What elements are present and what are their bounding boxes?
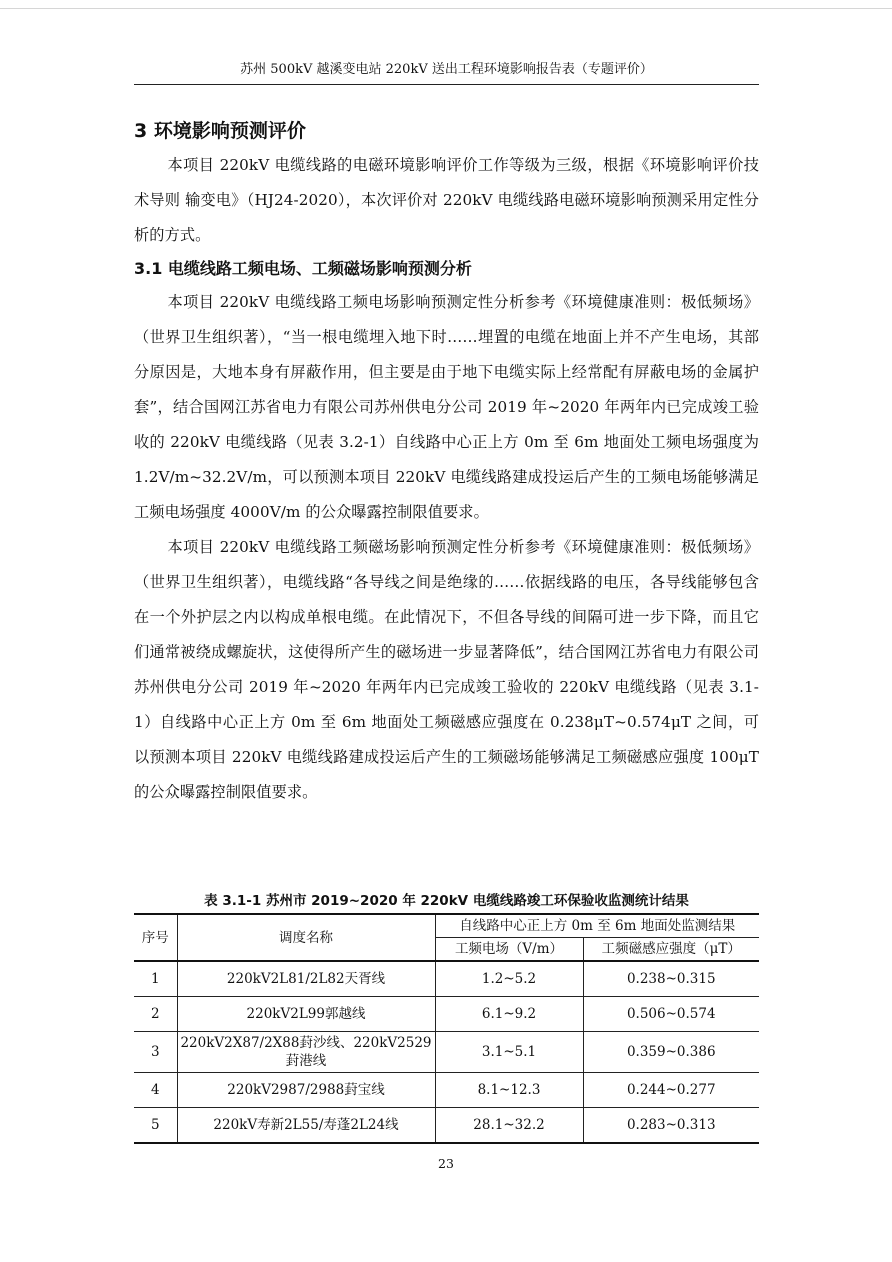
header-electric-field: 工频电场（V/m） [435,938,583,962]
table-caption: 表 3.1-1 苏州市 2019~2020 年 220kV 电缆线路竣工环保验收监测统计结果 [204,893,689,909]
electric-field-paragraph: 本项目 220kV 电缆线路工频电场影响预测定性分析参考《环境健康准则：极低频场》（世界卫生组织著），“当一根电缆埋入地下时……埋置的电缆在地面上并不产生电场，其部分原因是，大地本身有屏蔽作用，但主要是由于地下电缆实际上经常配有屏蔽电场的金属护套”，结合国网江苏省电力有限公司苏州供电分公司 2019 年~2020 年两年内已完成竣工验收的 220kV 电缆线路（见表 3.2-1）自线路中心正上方 0m 至 6m 地面处工频电场强度为 1.2V/m~32.2V/m，可以预测本项目 220kV 电缆线路建成投运后产生的工频电场能够满足工频电场强度 4000V/m 的公众曝露控制限值要求。 [134,293,759,521]
header-rule [134,84,759,85]
running-header: 苏州 500kV 越溪变电站 220kV 送出工程环境影响报告表（专题评价） [240,62,653,77]
cell-line-name: 220kV2X87/2X88葑沙线、220kV2529葑港线 [177,1032,435,1073]
cell-line-name: 220kV寿新2L55/寿蓬2L24线 [177,1108,435,1144]
header-magnetic-induction: 工频磁感应强度（μT） [583,938,759,962]
cell-magnetic-induction: 0.359~0.386 [583,1032,759,1073]
cell-magnetic-induction: 0.244~0.277 [583,1073,759,1108]
cell-electric-field: 28.1~32.2 [435,1108,583,1144]
page-top-border [0,8,892,9]
page-number: 23 [438,1156,454,1171]
cell-line-name: 220kV2987/2988葑宝线 [177,1073,435,1108]
cell-line-name: 220kV2L99郭越线 [177,997,435,1032]
cell-serial-no: 2 [134,997,177,1032]
section-intro-paragraph: 本项目 220kV 电缆线路的电磁环境影响评价工作等级为三级，根据《环境影响评价技术导则 输变电》（HJ24-2020），本次评价对 220kV 电缆线路电磁环境影响预测采用定性分析的方式。 [134,156,759,244]
cell-magnetic-induction: 0.283~0.313 [583,1108,759,1144]
main-content [134,114,759,810]
table-row [134,961,759,997]
cell-serial-no: 1 [134,961,177,997]
monitoring-results-table [134,913,759,1144]
header-monitoring-group: 自线路中心正上方 0m 至 6m 地面处监测结果 [435,914,759,938]
table-row [134,1032,759,1073]
cell-electric-field: 8.1~12.3 [435,1073,583,1108]
cell-electric-field: 1.2~5.2 [435,961,583,997]
cell-serial-no: 3 [134,1032,177,1073]
table-row [134,1073,759,1108]
cell-magnetic-induction: 0.506~0.574 [583,997,759,1032]
header-line-name: 调度名称 [177,914,435,961]
cell-serial-no: 5 [134,1108,177,1144]
header-serial-no: 序号 [134,914,177,961]
cell-line-name: 220kV2L81/2L82天胥线 [177,961,435,997]
cell-serial-no: 4 [134,1073,177,1108]
table-row [134,997,759,1032]
magnetic-field-paragraph: 本项目 220kV 电缆线路工频磁场影响预测定性分析参考《环境健康准则：极低频场》（世界卫生组织著），电缆线路“各导线之间是绝缘的……依据线路的电压，各导线能够包含在一个外护层之内以构成单根电缆。在此情况下，不但各导线的间隔可进一步下降，而且它们通常被绕成螺旋状，这使得所产生的磁场进一步显著降低”，结合国网江苏省电力有限公司苏州供电分公司 2019 年~2020 年两年内已完成竣工验收的 220kV 电缆线路（见表 3.1-1）自线路中心正上方 0m 至 6m 地面处工频磁感应强度在 0.238μT~0.574μT 之间，可以预测本项目 220kV 电缆线路建成投运后产生的工频磁场能够满足工频磁感应强度 100μT 的公众曝露控制限值要求。 [134,538,759,801]
table-row [134,1108,759,1144]
subsection-heading: 3.1 电缆线路工频电场、工频磁场影响预测分析 [134,259,472,278]
section-heading: 3 环境影响预测评价 [134,120,306,142]
cell-magnetic-induction: 0.238~0.315 [583,961,759,997]
cell-electric-field: 6.1~9.2 [435,997,583,1032]
cell-electric-field: 3.1~5.1 [435,1032,583,1073]
